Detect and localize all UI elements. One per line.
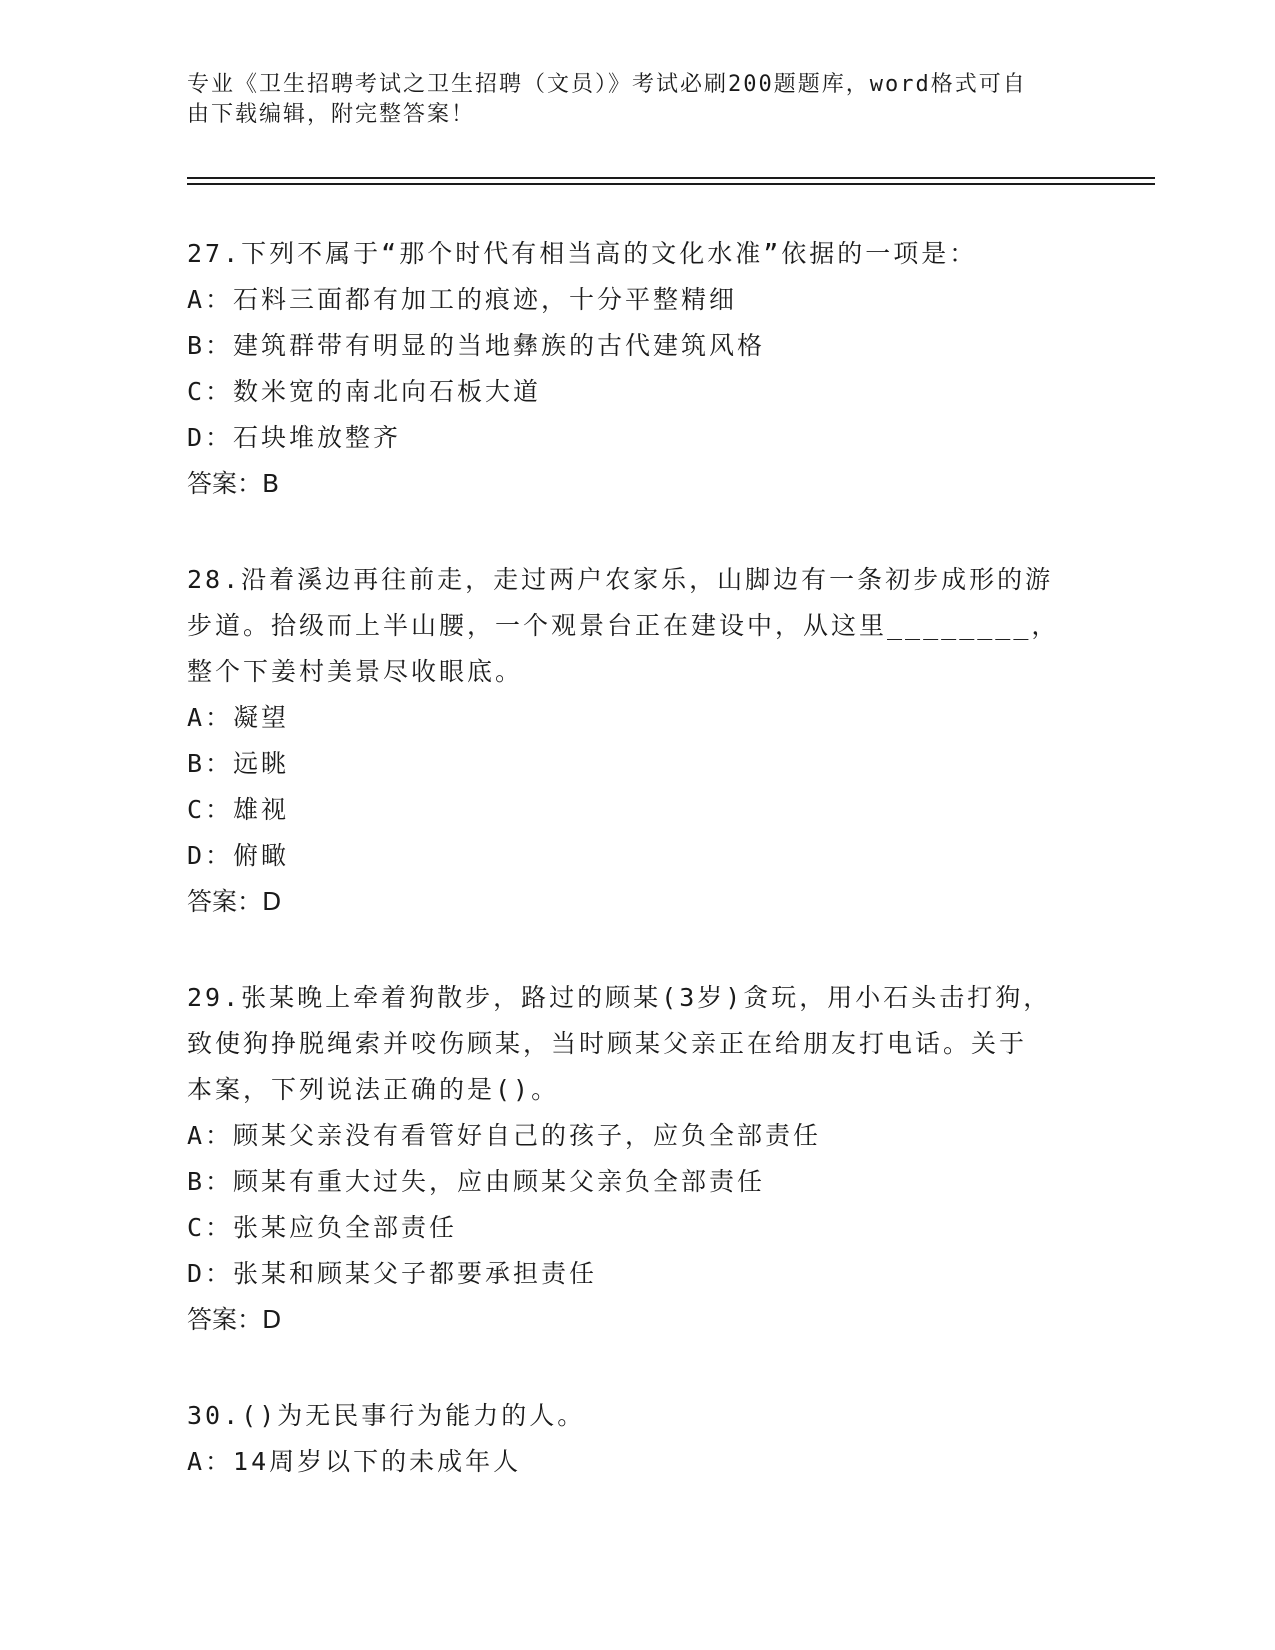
answer: 答案：B bbox=[187, 469, 280, 498]
header-divider-top bbox=[187, 177, 1155, 179]
question-text: 30.()为无民事行为能力的人。 bbox=[187, 1401, 586, 1430]
option-c: C：数米宽的南北向石板大道 bbox=[187, 377, 542, 406]
question-text: 整个下姜村美景尽收眼底。 bbox=[187, 657, 524, 686]
question-text: 致使狗挣脱绳索并咬伤顾某，当时顾某父亲正在给朋友打电话。关于 bbox=[187, 1029, 1028, 1058]
question-29 bbox=[187, 975, 1087, 1343]
document-header bbox=[187, 70, 1087, 130]
option-b: B：远眺 bbox=[187, 749, 290, 778]
option-a: A：14周岁以下的未成年人 bbox=[187, 1447, 522, 1476]
question-text: 29.张某晚上牵着狗散步，路过的顾某(3岁)贪玩，用小石头击打狗， bbox=[187, 983, 1052, 1012]
option-c: C：张某应负全部责任 bbox=[187, 1213, 458, 1242]
question-text: 步道。拾级而上半山腰，一个观景台正在建设中，从这里________， bbox=[187, 611, 1060, 640]
question-text: 28.沿着溪边再往前走，走过两户农家乐，山脚边有一条初步成形的游 bbox=[187, 565, 1054, 594]
answer: 答案：D bbox=[187, 887, 282, 916]
option-d: D：俯瞰 bbox=[187, 841, 290, 870]
option-a: A：凝望 bbox=[187, 703, 290, 732]
option-d: D：石块堆放整齐 bbox=[187, 423, 402, 452]
option-b: B：顾某有重大过失，应由顾某父亲负全部责任 bbox=[187, 1167, 766, 1196]
question-30 bbox=[187, 1393, 1087, 1485]
header-divider-bottom bbox=[187, 183, 1155, 185]
option-a: A：顾某父亲没有看管好自己的孩子，应负全部责任 bbox=[187, 1121, 822, 1150]
question-list bbox=[187, 231, 1087, 1535]
header-line-1: 专业《卫生招聘考试之卫生招聘（文员）》考试必刷200题题库，word格式可自 bbox=[187, 72, 1027, 97]
header-line-2: 由下载编辑，附完整答案！ bbox=[187, 102, 476, 127]
option-b: B：建筑群带有明显的当地彝族的古代建筑风格 bbox=[187, 331, 766, 360]
option-a: A：石料三面都有加工的痕迹，十分平整精细 bbox=[187, 285, 738, 314]
option-d: D：张某和顾某父子都要承担责任 bbox=[187, 1259, 598, 1288]
option-c: C：雄视 bbox=[187, 795, 290, 824]
question-28 bbox=[187, 557, 1087, 925]
question-text: 本案，下列说法正确的是()。 bbox=[187, 1075, 560, 1104]
answer: 答案：D bbox=[187, 1305, 282, 1334]
question-text: 27.下列不属于“那个时代有相当高的文化水准”依据的一项是： bbox=[187, 239, 978, 268]
question-27 bbox=[187, 231, 1087, 507]
